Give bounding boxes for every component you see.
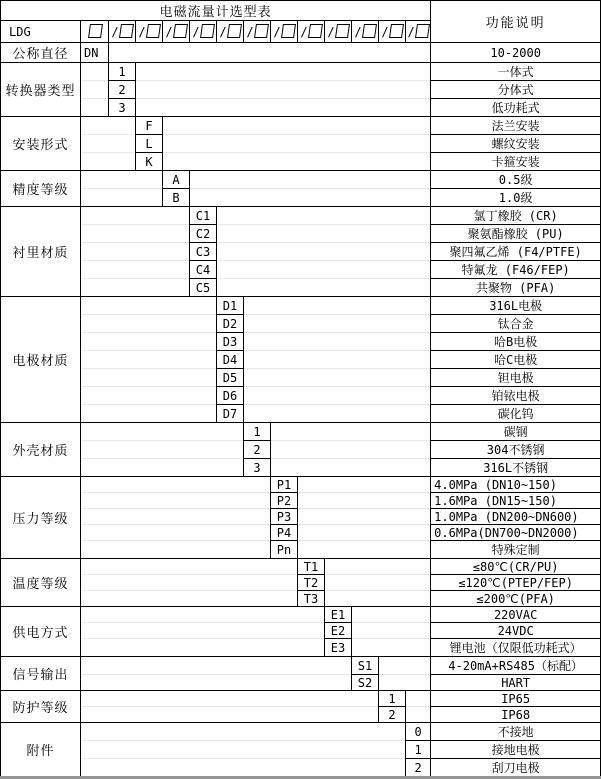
option-description-cell: ≤80℃(CR/PU)	[431, 559, 601, 575]
spacer-cell	[81, 525, 271, 541]
spacer-cell	[81, 189, 163, 207]
category-label: 公称直径	[1, 43, 81, 63]
model-code-slot	[136, 21, 163, 43]
spacer-cell	[81, 759, 406, 778]
option-code-cell: D6	[217, 387, 244, 405]
model-code-slot	[379, 21, 406, 43]
slot-box-icon	[119, 24, 134, 38]
spacer-cell	[244, 369, 431, 387]
spacer-cell	[136, 63, 431, 81]
spacer-cell	[81, 707, 379, 723]
slot-box-icon	[308, 24, 323, 38]
spacer-cell	[244, 387, 431, 405]
spacer-cell	[352, 607, 431, 623]
option-description-cell: 螺纹安装	[431, 135, 601, 153]
spacer-cell	[81, 207, 190, 225]
spacer-cell	[379, 675, 431, 691]
option-code-cell: T3	[298, 591, 325, 607]
option-description-cell: 特殊定制	[431, 541, 601, 559]
spacer-cell	[298, 509, 431, 525]
option-code-cell: 1	[109, 63, 136, 81]
option-code-cell: D7	[217, 405, 244, 423]
option-code-cell: Pn	[271, 541, 298, 559]
spacer-cell	[81, 243, 190, 261]
model-code-slot	[298, 21, 325, 43]
option-code-cell: P4	[271, 525, 298, 541]
slot-box-icon	[200, 24, 215, 38]
option-code-cell: L	[136, 135, 163, 153]
option-description-cell: 304不锈钢	[431, 441, 601, 459]
spacer-cell	[136, 81, 431, 99]
table-title: 电磁流量计选型表	[1, 1, 431, 21]
category-label: 附件	[1, 723, 81, 778]
spacer-cell	[81, 459, 244, 477]
spacer-cell	[217, 279, 431, 297]
option-code-cell: B	[163, 189, 190, 207]
spacer-cell	[352, 639, 431, 657]
option-description-cell: 共聚物 (PFA)	[431, 279, 601, 297]
spacer-cell	[217, 261, 431, 279]
option-description-cell: IP65	[431, 691, 601, 707]
option-code-cell: 3	[244, 459, 271, 477]
option-description-cell: 分体式	[431, 81, 601, 99]
spacer-cell	[81, 477, 271, 493]
option-code-cell: 2	[109, 81, 136, 99]
spacer-cell	[406, 707, 431, 723]
spacer-cell	[352, 623, 431, 639]
category-label: 精度等级	[1, 171, 81, 207]
spacer-cell	[217, 207, 431, 225]
spacer-cell	[81, 423, 244, 441]
slot-box-icon	[362, 24, 377, 38]
spacer-cell	[298, 525, 431, 541]
option-description-cell: 哈B电极	[431, 333, 601, 351]
model-code-slot	[109, 21, 136, 43]
spacer-cell	[217, 243, 431, 261]
category-label: 信号输出	[1, 657, 81, 691]
option-code-cell: P1	[271, 477, 298, 493]
spacer-cell	[81, 369, 217, 387]
spacer-cell	[81, 261, 190, 279]
spacer-cell	[81, 297, 217, 315]
slash-separator: /	[192, 25, 200, 39]
spacer-cell	[81, 351, 217, 369]
spacer-cell	[379, 657, 431, 675]
spacer-cell	[81, 591, 298, 607]
option-description-cell: 1.0级	[431, 189, 601, 207]
spacer-cell	[163, 135, 431, 153]
spacer-cell	[244, 297, 431, 315]
category-label: 电极材质	[1, 297, 81, 423]
spacer-cell	[81, 153, 136, 171]
option-description-cell: 哈C电极	[431, 351, 601, 369]
dn-code-cell: DN	[81, 43, 109, 63]
option-code-cell: D2	[217, 315, 244, 333]
option-code-cell: 2	[379, 707, 406, 723]
slot-box-icon	[335, 24, 350, 38]
option-code-cell: E2	[325, 623, 352, 639]
option-description-cell: 钛合金	[431, 315, 601, 333]
option-description-cell: 0.6MPa(DN700~DN2000)	[431, 525, 601, 541]
option-code-cell: 1	[406, 741, 431, 759]
option-description-cell: 0.5级	[431, 171, 601, 189]
option-description-cell: 不接地	[431, 723, 601, 741]
option-description-cell: 氯丁橡胶 (CR)	[431, 207, 601, 225]
option-code-cell: C4	[190, 261, 217, 279]
spacer-cell	[81, 657, 352, 675]
option-code-cell: E1	[325, 607, 352, 623]
option-description-cell: 钽电极	[431, 369, 601, 387]
category-label: 外壳材质	[1, 423, 81, 477]
model-code-slot	[352, 21, 379, 43]
spacer-cell	[81, 575, 298, 591]
category-label: 转换器类型	[1, 63, 81, 117]
slash-separator: /	[300, 25, 308, 39]
spacer-cell	[81, 333, 217, 351]
slash-separator: /	[219, 25, 227, 39]
spacer-cell	[81, 639, 325, 657]
spacer-cell	[325, 559, 431, 575]
option-code-cell: D3	[217, 333, 244, 351]
spacer-cell	[81, 559, 298, 575]
spacer-cell	[81, 607, 325, 623]
option-code-cell: C1	[190, 207, 217, 225]
spacer-cell	[190, 189, 431, 207]
option-code-cell: P3	[271, 509, 298, 525]
option-code-cell: D4	[217, 351, 244, 369]
spacer-cell	[244, 315, 431, 333]
spacer-cell	[81, 741, 406, 759]
slot-box-icon	[173, 24, 188, 38]
spacer-cell	[81, 225, 190, 243]
option-code-cell: P2	[271, 493, 298, 509]
slash-separator: /	[246, 25, 254, 39]
slot-box-icon	[415, 24, 430, 38]
option-code-cell: 0	[406, 723, 431, 741]
spacer-cell	[81, 99, 109, 117]
slash-separator: /	[381, 25, 389, 39]
option-description-cell: 4-20mA+RS485（标配）	[431, 657, 601, 675]
slash-separator: /	[138, 25, 146, 39]
slash-separator: /	[407, 25, 415, 39]
model-code-slot	[271, 21, 298, 43]
spacer-cell	[109, 43, 431, 63]
category-label: 压力等级	[1, 477, 81, 559]
option-code-cell: 1	[244, 423, 271, 441]
category-label: 防护等级	[1, 691, 81, 723]
spacer-cell	[325, 591, 431, 607]
model-code-slot	[81, 21, 109, 43]
option-description-cell: 锂电池（仅限低功耗式）	[431, 639, 601, 657]
spacer-cell	[81, 691, 379, 707]
spacer-cell	[298, 541, 431, 559]
category-label: 安装形式	[1, 117, 81, 171]
model-code-slot	[406, 21, 431, 43]
spacer-cell	[81, 623, 325, 639]
option-description-cell: 316L不锈钢	[431, 459, 601, 477]
spacer-cell	[271, 441, 431, 459]
model-code-slot	[325, 21, 352, 43]
option-code-cell: D1	[217, 297, 244, 315]
option-description-cell: 碳钢	[431, 423, 601, 441]
option-code-cell: D5	[217, 369, 244, 387]
option-description-cell: 法兰安装	[431, 117, 601, 135]
spacer-cell	[81, 509, 271, 525]
option-code-cell: C3	[190, 243, 217, 261]
spacer-cell	[81, 675, 352, 691]
slash-separator: /	[165, 25, 173, 39]
option-description-cell: 24VDC	[431, 623, 601, 639]
option-description-cell: 聚四氟乙烯 (F4/PTFE)	[431, 243, 601, 261]
option-description-cell: HART	[431, 675, 601, 691]
spacer-cell	[81, 723, 406, 741]
category-label: 衬里材质	[1, 207, 81, 297]
spacer-cell	[81, 135, 136, 153]
spacer-cell	[163, 117, 431, 135]
spacer-cell	[244, 405, 431, 423]
model-code-slot	[217, 21, 244, 43]
spacer-cell	[81, 171, 163, 189]
model-code-slot	[190, 21, 217, 43]
option-description-cell: 卡箍安装	[431, 153, 601, 171]
option-code-cell: 3	[109, 99, 136, 117]
option-description-cell: 低功耗式	[431, 99, 601, 117]
option-code-cell: S1	[352, 657, 379, 675]
option-description-cell: 接地电极	[431, 741, 601, 759]
spacer-cell	[81, 81, 109, 99]
option-description-cell: 一体式	[431, 63, 601, 81]
option-code-cell: K	[136, 153, 163, 171]
slot-box-icon	[281, 24, 296, 38]
option-description-cell: 1.0MPa (DN200~DN600)	[431, 509, 601, 525]
model-code-slot	[163, 21, 190, 43]
spacer-cell	[406, 691, 431, 707]
slot-box-icon	[146, 24, 161, 38]
option-code-cell: T1	[298, 559, 325, 575]
option-code-cell: A	[163, 171, 190, 189]
category-label: 供电方式	[1, 607, 81, 657]
spacer-cell	[136, 99, 431, 117]
option-code-cell: S2	[352, 675, 379, 691]
option-description-cell: 10-2000	[431, 43, 601, 63]
spacer-cell	[244, 333, 431, 351]
category-label: 温度等级	[1, 559, 81, 607]
spacer-cell	[190, 171, 431, 189]
spacer-cell	[217, 225, 431, 243]
option-code-cell: C5	[190, 279, 217, 297]
option-description-cell: 220VAC	[431, 607, 601, 623]
option-description-cell: 1.6MPa (DN15~150)	[431, 493, 601, 509]
spacer-cell	[163, 153, 431, 171]
spacer-cell	[298, 493, 431, 509]
slot-box-icon	[389, 24, 404, 38]
slot-box-icon	[254, 24, 269, 38]
option-description-cell: 聚氨酯橡胶 (PU)	[431, 225, 601, 243]
spacer-cell	[81, 279, 190, 297]
slash-separator: /	[111, 25, 119, 39]
option-code-cell: 1	[379, 691, 406, 707]
option-description-cell: 碳化钨	[431, 405, 601, 423]
spacer-cell	[244, 351, 431, 369]
option-description-cell: 特氟龙 (F46/FEP)	[431, 261, 601, 279]
option-description-cell: 刮刀电极	[431, 759, 601, 778]
slash-separator: /	[354, 25, 362, 39]
spacer-cell	[81, 387, 217, 405]
spacer-cell	[81, 63, 109, 81]
spacer-cell	[81, 541, 271, 559]
option-description-cell: 铂铱电极	[431, 387, 601, 405]
spacer-cell	[325, 575, 431, 591]
spacer-cell	[81, 493, 271, 509]
option-code-cell: 2	[244, 441, 271, 459]
option-description-cell: 316L电极	[431, 297, 601, 315]
slot-box-icon	[227, 24, 242, 38]
model-code-slot	[244, 21, 271, 43]
option-code-cell: E3	[325, 639, 352, 657]
spacer-cell	[81, 315, 217, 333]
spacer-cell	[81, 117, 136, 135]
spacer-cell	[271, 459, 431, 477]
slot-box-icon	[88, 24, 103, 38]
option-description-cell: IP68	[431, 707, 601, 723]
option-code-cell: F	[136, 117, 163, 135]
model-prefix-cell: LDG	[1, 21, 81, 43]
option-code-cell: C2	[190, 225, 217, 243]
slash-separator: /	[273, 25, 281, 39]
spacer-cell	[81, 441, 244, 459]
option-description-cell: 4.0MPa (DN10~150)	[431, 477, 601, 493]
spacer-cell	[81, 405, 217, 423]
slash-separator: /	[327, 25, 335, 39]
option-code-cell: 2	[406, 759, 431, 778]
spacer-cell	[298, 477, 431, 493]
spacer-cell	[271, 423, 431, 441]
function-column-header: 功能说明	[431, 1, 601, 43]
option-code-cell: T2	[298, 575, 325, 591]
option-description-cell: ≤120℃(PTEP/FEP)	[431, 575, 601, 591]
option-description-cell: ≤200℃(PFA)	[431, 591, 601, 607]
